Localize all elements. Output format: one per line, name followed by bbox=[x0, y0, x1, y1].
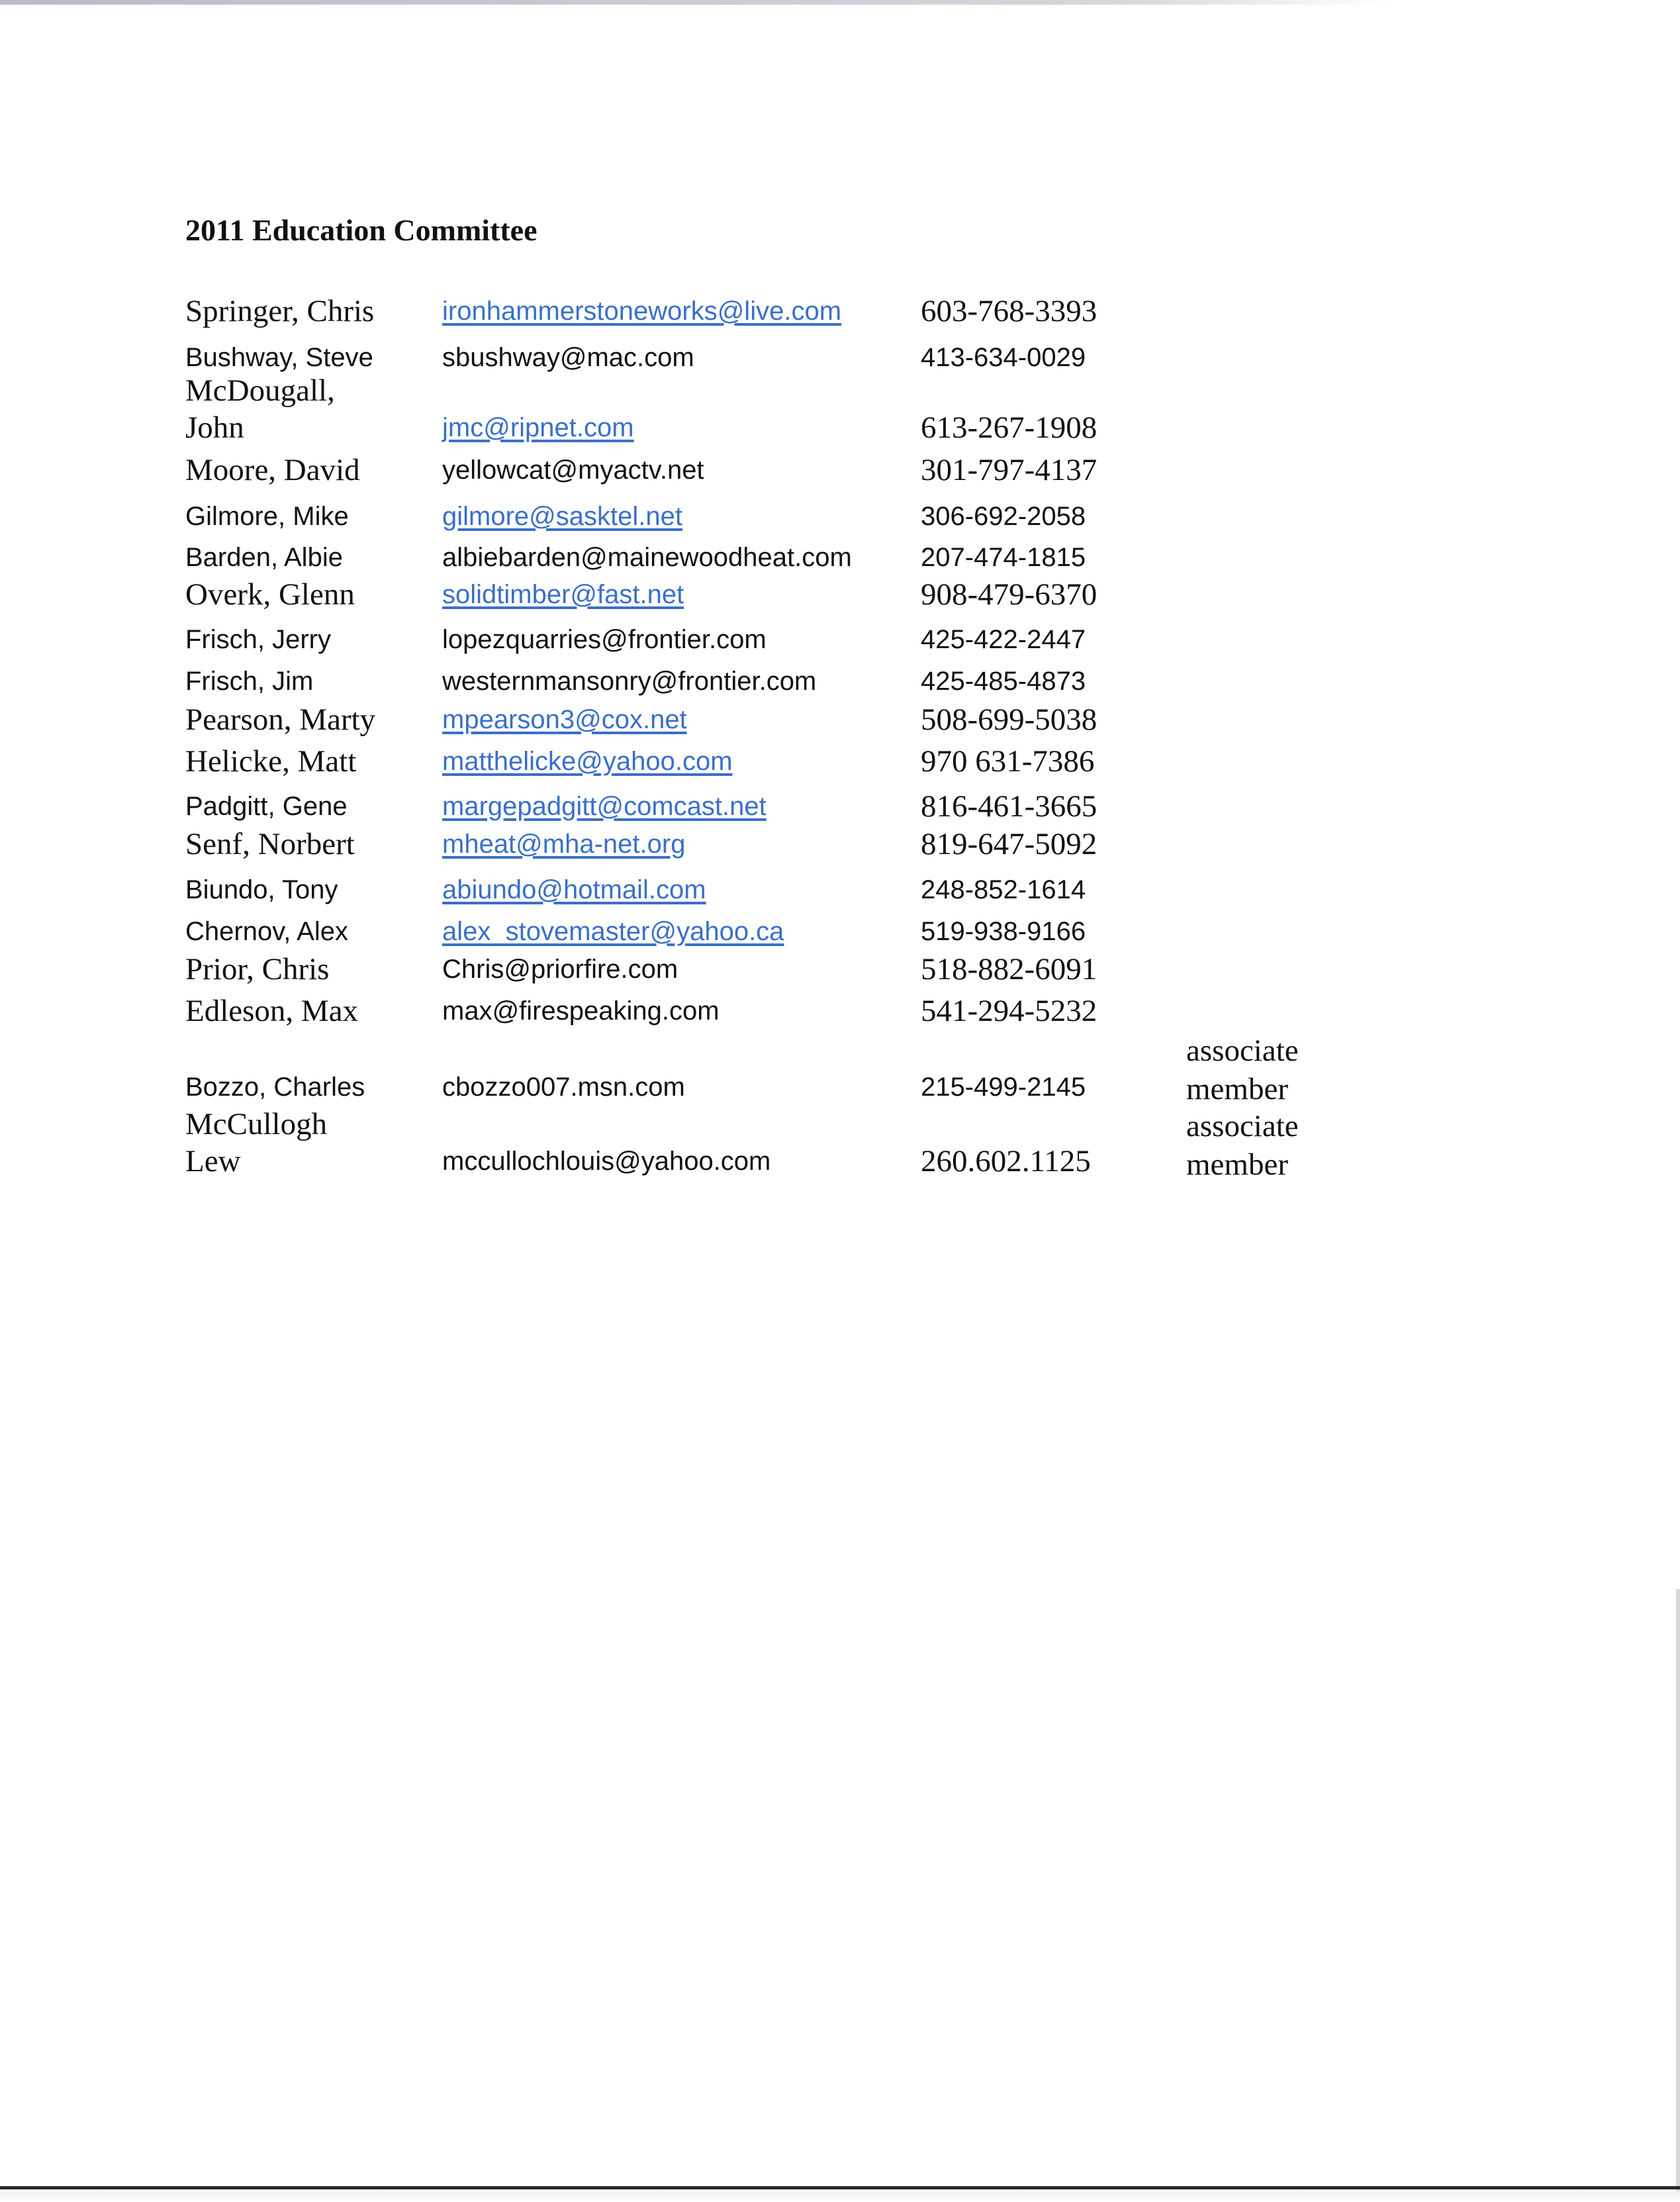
member-name-line: Senf, Norbert bbox=[185, 827, 355, 861]
member-email: albiebarden@mainewoodheat.com bbox=[442, 543, 852, 572]
member-name bbox=[185, 538, 343, 577]
member-name-line: Gilmore, Mike bbox=[185, 502, 349, 531]
member-email[interactable]: matthelicke@yahoo.com bbox=[442, 747, 733, 776]
member-phone: 970 631-7386 bbox=[921, 744, 1095, 779]
member-name bbox=[185, 450, 360, 490]
member-email: westernmansonry@frontier.com bbox=[442, 667, 817, 696]
member-email[interactable]: margepadgitt@comcast.net bbox=[442, 792, 767, 821]
member-note bbox=[1186, 1031, 1299, 1108]
member-name bbox=[185, 787, 348, 826]
member-email: lopezquarries@frontier.com bbox=[442, 625, 767, 654]
member-email: Chris@priorfire.com bbox=[442, 955, 678, 984]
member-name bbox=[185, 372, 335, 446]
member-name-line: Springer, Chris bbox=[185, 294, 375, 328]
scan-edge-right bbox=[1676, 1589, 1680, 2202]
member-phone: 508-699-5038 bbox=[921, 702, 1097, 737]
member-email: sbushway@mac.com bbox=[442, 343, 694, 372]
member-name bbox=[185, 912, 348, 951]
member-email[interactable]: mpearson3@cox.net bbox=[442, 705, 687, 734]
member-phone: 613-267-1908 bbox=[921, 410, 1097, 445]
member-email: mccullochlouis@yahoo.com bbox=[442, 1147, 771, 1176]
member-email: cbozzo007.msn.com bbox=[442, 1073, 685, 1102]
member-name bbox=[185, 338, 373, 377]
member-name-line: McCullogh bbox=[185, 1107, 328, 1141]
member-phone: 519-938-9166 bbox=[921, 917, 1086, 946]
member-name-line: McDougall, bbox=[185, 373, 335, 408]
member-name-line: Frisch, Jim bbox=[185, 667, 314, 696]
member-email: max@firespeaking.com bbox=[442, 996, 720, 1026]
member-name-line: Pearson, Marty bbox=[185, 702, 376, 737]
member-phone: 908-479-6370 bbox=[921, 577, 1097, 612]
scan-edge-shadow bbox=[0, 2191, 1680, 2202]
member-phone: 215-499-2145 bbox=[921, 1073, 1086, 1102]
member-email[interactable]: mheat@mha-net.org bbox=[442, 830, 686, 859]
member-name-line: Bozzo, Charles bbox=[185, 1073, 365, 1102]
member-name bbox=[185, 497, 349, 536]
member-name bbox=[185, 870, 338, 910]
member-name bbox=[185, 1106, 327, 1180]
member-phone: 518-882-6091 bbox=[921, 952, 1097, 986]
member-name-line: Prior, Chris bbox=[185, 952, 330, 986]
member-name-line: Edleson, Max bbox=[185, 994, 359, 1028]
member-name-line: Moore, David bbox=[185, 453, 360, 487]
member-name bbox=[185, 949, 329, 989]
member-phone: 816-461-3665 bbox=[921, 789, 1097, 824]
member-phone: 819-647-5092 bbox=[921, 827, 1097, 861]
member-name-line: Padgitt, Gene bbox=[185, 792, 348, 821]
scan-edge-top bbox=[0, 0, 1390, 5]
member-name bbox=[185, 620, 331, 659]
member-name-line: Helicke, Matt bbox=[185, 744, 357, 779]
member-name bbox=[185, 575, 355, 614]
member-name-line: Lew bbox=[185, 1144, 241, 1178]
member-name-line: Bushway, Steve bbox=[185, 343, 373, 372]
member-phone: 301-797-4137 bbox=[921, 453, 1097, 487]
member-name bbox=[185, 291, 374, 331]
page-title: 2011 Education Committee bbox=[185, 213, 537, 247]
member-phone: 425-422-2447 bbox=[921, 625, 1086, 654]
member-email: yellowcat@myactv.net bbox=[442, 455, 704, 485]
member-phone: 306-692-2058 bbox=[921, 502, 1086, 531]
member-phone: 260.602.1125 bbox=[921, 1144, 1091, 1178]
member-name bbox=[185, 1067, 365, 1107]
member-note-line: associate bbox=[1186, 1033, 1299, 1068]
scan-edge-bottom bbox=[0, 2186, 1680, 2189]
member-name-line: Biundo, Tony bbox=[185, 875, 338, 904]
member-phone: 603-768-3393 bbox=[921, 294, 1097, 328]
member-name bbox=[185, 700, 375, 740]
member-name-line: Overk, Glenn bbox=[185, 577, 355, 612]
member-note-line: member bbox=[1186, 1147, 1288, 1182]
member-phone: 425-485-4873 bbox=[921, 667, 1086, 696]
member-name bbox=[185, 742, 356, 781]
member-name-line: John bbox=[185, 410, 244, 445]
member-phone: 207-474-1815 bbox=[921, 543, 1086, 572]
member-phone: 413-634-0029 bbox=[921, 343, 1086, 372]
member-email[interactable]: jmc@ripnet.com bbox=[442, 413, 634, 442]
member-name-line: Barden, Albie bbox=[185, 543, 343, 572]
member-note bbox=[1186, 1107, 1299, 1184]
member-name bbox=[185, 824, 355, 864]
member-name-line: Frisch, Jerry bbox=[185, 625, 331, 654]
member-email[interactable]: alex_stovemaster@yahoo.ca bbox=[442, 917, 784, 946]
member-note-line: member bbox=[1186, 1072, 1288, 1106]
member-name bbox=[185, 991, 358, 1031]
member-phone: 541-294-5232 bbox=[921, 994, 1097, 1028]
member-email[interactable]: abiundo@hotmail.com bbox=[442, 875, 706, 904]
member-email[interactable]: ironhammerstoneworks@live.com bbox=[442, 297, 842, 326]
member-name-line: Chernov, Alex bbox=[185, 917, 349, 946]
member-email[interactable]: gilmore@sasktel.net bbox=[442, 502, 682, 531]
member-note-line: associate bbox=[1186, 1109, 1299, 1143]
member-phone: 248-852-1614 bbox=[921, 875, 1086, 904]
member-name bbox=[185, 661, 313, 701]
member-email[interactable]: solidtimber@fast.net bbox=[442, 580, 684, 609]
